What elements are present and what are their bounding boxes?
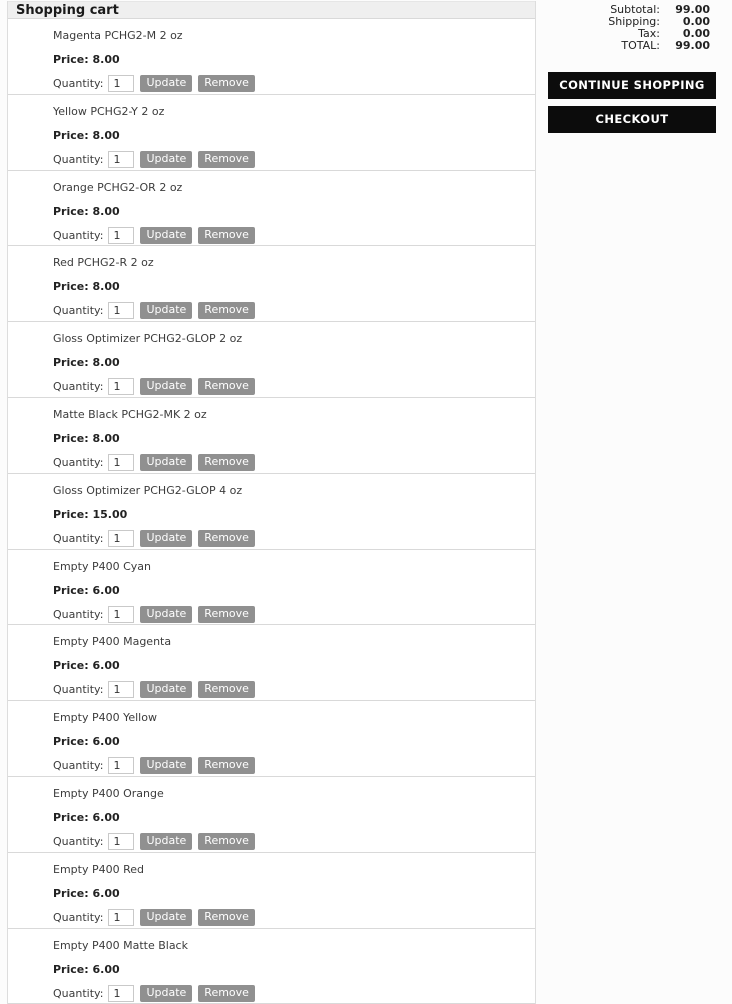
order-summary bbox=[548, 4, 716, 140]
price-value: 8.00 bbox=[92, 53, 120, 66]
price-value: 6.00 bbox=[92, 583, 120, 597]
item-quantity-row bbox=[53, 606, 535, 623]
item-price bbox=[53, 356, 535, 369]
quantity-label: Quantity: bbox=[53, 834, 104, 848]
cart-item bbox=[8, 19, 535, 95]
quantity-label: Quantity: bbox=[53, 531, 104, 545]
item-name: Matte Black PCHG2-MK 2 oz bbox=[53, 407, 207, 421]
price-label: Price: bbox=[53, 204, 89, 218]
item-name: Orange PCHG2-OR 2 oz bbox=[53, 180, 183, 194]
item-price bbox=[53, 205, 535, 218]
update-button[interactable]: Update bbox=[140, 302, 192, 319]
price-label: Price: bbox=[53, 659, 89, 673]
cart-item bbox=[8, 322, 535, 398]
price-value: 15.00 bbox=[92, 507, 128, 521]
cart-item bbox=[8, 474, 535, 550]
summary-row bbox=[548, 40, 716, 52]
item-name: Magenta PCHG2-M 2 oz bbox=[53, 29, 183, 42]
quantity-label: Quantity: bbox=[53, 607, 104, 621]
item-price bbox=[53, 811, 535, 824]
remove-button[interactable]: Remove bbox=[198, 757, 255, 774]
price-label: Price: bbox=[53, 53, 89, 66]
cart-title: Shopping cart bbox=[8, 1, 535, 19]
update-button[interactable]: Update bbox=[140, 454, 192, 471]
price-value: 6.00 bbox=[92, 962, 120, 976]
item-price bbox=[53, 659, 535, 672]
item-quantity-row bbox=[53, 302, 535, 319]
quantity-input[interactable] bbox=[108, 378, 134, 395]
item-name: Empty P400 Yellow bbox=[53, 711, 157, 725]
remove-button[interactable]: Remove bbox=[198, 378, 255, 395]
item-quantity-row bbox=[53, 757, 535, 774]
item-price bbox=[53, 963, 535, 976]
summary-buttons bbox=[548, 72, 716, 133]
price-label: Price: bbox=[53, 583, 89, 597]
quantity-input[interactable] bbox=[108, 681, 134, 698]
price-label: Price: bbox=[53, 810, 89, 824]
continue-shopping-button[interactable]: CONTINUE SHOPPING bbox=[548, 72, 716, 99]
item-name: Gloss Optimizer PCHG2-GLOP 2 oz bbox=[53, 332, 243, 346]
price-value: 6.00 bbox=[92, 886, 120, 900]
checkout-button[interactable]: CHECKOUT bbox=[548, 106, 716, 133]
remove-button[interactable]: Remove bbox=[198, 530, 255, 547]
item-quantity-row bbox=[53, 530, 535, 547]
quantity-input[interactable] bbox=[108, 833, 134, 850]
quantity-label: Quantity: bbox=[53, 759, 104, 773]
item-quantity-row bbox=[53, 681, 535, 698]
remove-button[interactable]: Remove bbox=[198, 302, 255, 319]
cart-item bbox=[8, 625, 535, 701]
item-quantity-row bbox=[53, 454, 535, 471]
summary-row-value: 99.00 bbox=[675, 39, 710, 52]
price-label: Price: bbox=[53, 735, 89, 749]
quantity-input[interactable] bbox=[108, 454, 134, 471]
cart-item bbox=[8, 550, 535, 626]
remove-button[interactable]: Remove bbox=[198, 454, 255, 471]
update-button[interactable]: Update bbox=[140, 75, 192, 92]
update-button[interactable]: Update bbox=[140, 909, 192, 926]
price-value: 6.00 bbox=[92, 659, 120, 673]
remove-button[interactable]: Remove bbox=[198, 151, 255, 168]
remove-button[interactable]: Remove bbox=[198, 681, 255, 698]
cart-item bbox=[8, 777, 535, 853]
price-label: Price: bbox=[53, 356, 89, 370]
quantity-label: Quantity: bbox=[53, 986, 104, 1000]
summary-row-label: Shipping: bbox=[608, 15, 660, 28]
remove-button[interactable]: Remove bbox=[198, 833, 255, 850]
cart-item bbox=[8, 171, 535, 247]
remove-button[interactable]: Remove bbox=[198, 75, 255, 92]
price-label: Price: bbox=[53, 507, 89, 521]
remove-button[interactable]: Remove bbox=[198, 227, 255, 244]
summary-totals bbox=[548, 4, 716, 52]
summary-row-label: Tax: bbox=[638, 27, 660, 40]
item-name: Empty P400 Red bbox=[53, 862, 144, 876]
summary-row-value: 99.00 bbox=[675, 3, 710, 16]
item-price bbox=[53, 129, 535, 142]
remove-button[interactable]: Remove bbox=[198, 985, 255, 1002]
item-name: Empty P400 Matte Black bbox=[53, 938, 188, 952]
item-price bbox=[53, 508, 535, 521]
item-price bbox=[53, 887, 535, 900]
quantity-input[interactable] bbox=[108, 985, 134, 1002]
item-name: Empty P400 Orange bbox=[53, 786, 164, 800]
quantity-input[interactable] bbox=[108, 757, 134, 774]
item-quantity-row bbox=[53, 833, 535, 850]
item-price bbox=[53, 280, 535, 293]
cart-item bbox=[8, 398, 535, 474]
price-label: Price: bbox=[53, 280, 89, 294]
quantity-input[interactable] bbox=[108, 227, 134, 244]
price-label: Price: bbox=[53, 431, 89, 445]
quantity-input[interactable] bbox=[108, 606, 134, 623]
item-price bbox=[53, 53, 535, 66]
price-label: Price: bbox=[53, 962, 89, 976]
item-name: Gloss Optimizer PCHG2-GLOP 4 oz bbox=[53, 483, 243, 497]
quantity-label: Quantity: bbox=[53, 683, 104, 697]
update-button[interactable]: Update bbox=[140, 833, 192, 850]
summary-row-label: Subtotal: bbox=[610, 3, 660, 16]
quantity-input[interactable] bbox=[108, 909, 134, 926]
price-value: 8.00 bbox=[92, 204, 120, 218]
item-quantity-row bbox=[53, 378, 535, 395]
summary-row-label: TOTAL: bbox=[621, 39, 660, 52]
quantity-input[interactable] bbox=[108, 302, 134, 319]
price-value: 6.00 bbox=[92, 735, 120, 749]
item-price bbox=[53, 584, 535, 597]
cart-item bbox=[8, 853, 535, 929]
item-name: Yellow PCHG2-Y 2 oz bbox=[53, 104, 165, 118]
quantity-label: Quantity: bbox=[53, 77, 104, 90]
item-price bbox=[53, 735, 535, 748]
price-value: 8.00 bbox=[92, 128, 120, 142]
price-value: 8.00 bbox=[92, 356, 120, 370]
item-quantity-row bbox=[53, 227, 535, 244]
remove-button[interactable]: Remove bbox=[198, 606, 255, 623]
quantity-label: Quantity: bbox=[53, 380, 104, 394]
quantity-input[interactable] bbox=[108, 75, 134, 92]
quantity-input[interactable] bbox=[108, 151, 134, 168]
update-button[interactable]: Update bbox=[140, 227, 192, 244]
quantity-label: Quantity: bbox=[53, 304, 104, 318]
update-button[interactable]: Update bbox=[140, 151, 192, 168]
quantity-label: Quantity: bbox=[53, 910, 104, 924]
item-quantity-row bbox=[53, 985, 535, 1002]
quantity-label: Quantity: bbox=[53, 228, 104, 242]
quantity-input[interactable] bbox=[108, 530, 134, 547]
update-button[interactable]: Update bbox=[140, 757, 192, 774]
item-name: Red PCHG2-R 2 oz bbox=[53, 256, 154, 270]
cart-item bbox=[8, 246, 535, 322]
update-button[interactable]: Update bbox=[140, 378, 192, 395]
price-value: 6.00 bbox=[92, 810, 120, 824]
item-price bbox=[53, 432, 535, 445]
price-value: 8.00 bbox=[92, 431, 120, 445]
item-name: Empty P400 Magenta bbox=[53, 635, 172, 649]
price-label: Price: bbox=[53, 128, 89, 142]
item-quantity-row bbox=[53, 75, 535, 92]
update-button[interactable]: Update bbox=[140, 530, 192, 547]
summary-row-value: 0.00 bbox=[682, 27, 710, 40]
cart-item bbox=[8, 95, 535, 171]
remove-button[interactable]: Remove bbox=[198, 909, 255, 926]
cart-item-list bbox=[8, 19, 535, 1004]
cart-item bbox=[8, 701, 535, 777]
shopping-cart-panel bbox=[7, 1, 536, 1004]
price-label: Price: bbox=[53, 886, 89, 900]
update-button[interactable]: Update bbox=[140, 606, 192, 623]
item-name: Empty P400 Cyan bbox=[53, 559, 151, 573]
item-quantity-row bbox=[53, 909, 535, 926]
update-button[interactable]: Update bbox=[140, 985, 192, 1002]
update-button[interactable]: Update bbox=[140, 681, 192, 698]
price-value: 8.00 bbox=[92, 280, 120, 294]
quantity-label: Quantity: bbox=[53, 455, 104, 469]
cart-item bbox=[8, 929, 535, 1004]
summary-row-value: 0.00 bbox=[682, 15, 710, 28]
item-quantity-row bbox=[53, 151, 535, 168]
quantity-label: Quantity: bbox=[53, 152, 104, 166]
